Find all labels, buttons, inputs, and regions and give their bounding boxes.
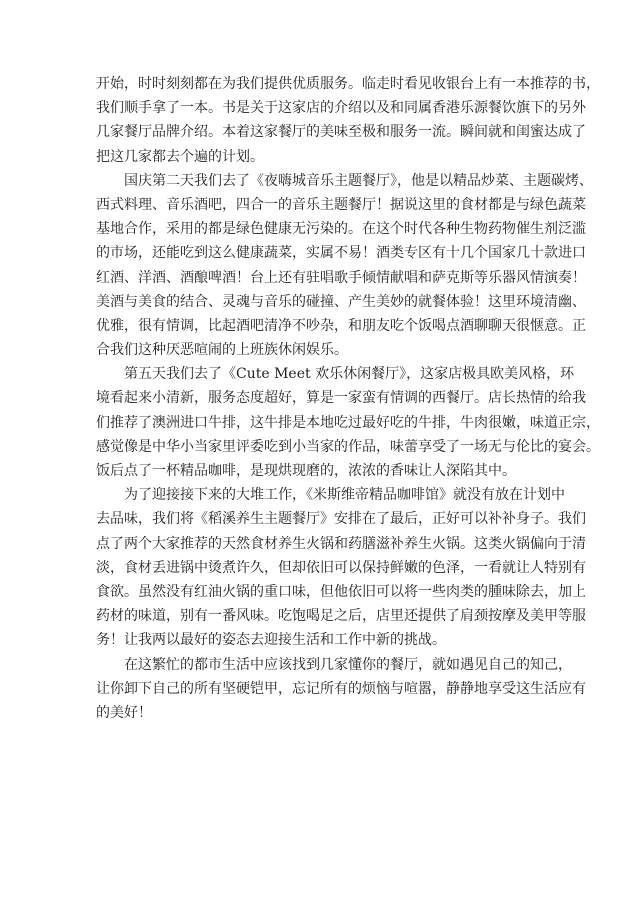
paragraph-4 bbox=[96, 483, 586, 652]
text-line: 去品味，我们将《稻溪养生主题餐厅》安排在了最后，正好可以补补身子。我们 bbox=[96, 511, 586, 528]
text-line: 国庆第二天我们去了《夜嗨城音乐主题餐厅》，他是以精品炒菜、主题碳烤、 bbox=[124, 172, 593, 189]
text-line: 西式料理、音乐酒吧，四合一的音乐主题餐厅！据说这里的食材都是与绿色蔬菜 bbox=[96, 196, 586, 213]
text-line: 在这繁忙的都市生活中应该找到几家懂你的餐厅，就如遇见自己的知己， bbox=[124, 656, 572, 673]
text-line: 的市场，还能吃到这么健康蔬菜，实属不易！酒类专区有十几个国家几十款进口 bbox=[96, 245, 586, 262]
text-line: 们推荐了澳洲进口牛排，这牛排是本地吃过最好吃的牛排，牛肉很嫩，味道正宗， bbox=[96, 414, 600, 431]
text-line: 把这几家都去个遍的计划。 bbox=[96, 148, 264, 165]
paragraph-5 bbox=[96, 653, 586, 726]
text-line: 务！让我两以最好的姿态去迎接生活和工作中新的挑战。 bbox=[96, 632, 446, 649]
paragraph-1 bbox=[96, 72, 600, 169]
document-page bbox=[96, 72, 600, 725]
text-line: 感觉像是中华小当家里评委吃到小当家的作品，味蕾享受了一场无与伦比的宴会。 bbox=[96, 438, 600, 455]
text-line: 淡，食材丢进锅中烫煮许久，但却依旧可以保持鲜嫩的色泽，一看就让人特别有 bbox=[96, 559, 586, 576]
text-line: 药材的味道，别有一番风味。吃饱喝足之后，店里还提供了肩颈按摩及美甲等服 bbox=[96, 608, 586, 625]
text-line: 点了两个大家推荐的天然食材养生火锅和药膳滋补养生火锅。这类火锅偏向于清 bbox=[96, 535, 586, 552]
text-line: 基地合作，采用的都是绿色健康无污染的。在这个时代各种生物药物催生剂泛滥 bbox=[96, 221, 586, 238]
text-line: 为了迎接接下来的大堆工作，《米斯维帝精品咖啡馆》就没有放在计划中 bbox=[124, 487, 565, 504]
text-line: 境看起来小清新，服务态度超好，算是一家蛮有情调的西餐厅。店长热情的给我 bbox=[96, 390, 586, 407]
text-line: 几家餐厅品牌介绍。本着这家餐厅的美味至极和服务一流。瞬间就和闺蜜达成了 bbox=[96, 124, 586, 141]
text-line: 合我们这种厌恶喧闹的上班族休闲娱乐。 bbox=[96, 342, 348, 359]
paragraph-3 bbox=[96, 362, 600, 483]
text-line: 饭后点了一杯精品咖啡，是现烘现磨的，浓浓的香味让人深陷其中。 bbox=[96, 463, 516, 479]
text-line: 开始，时时刻刻都在为我们提供优质服务。临走时看见收银台上有一本推荐的书， bbox=[96, 76, 600, 92]
text-line: 让你卸下自己的所有坚硬铠甲，忘记所有的烦恼与喧嚣，静静地享受这生活应有 bbox=[96, 680, 586, 697]
text-line: 我们顺手拿了一本。书是关于这家店的介绍以及和同属香港乐源餐饮旗下的另外 bbox=[96, 100, 586, 117]
paragraph-2 bbox=[96, 169, 593, 363]
text-line: 的美好！ bbox=[96, 704, 152, 721]
text-line: 红酒、洋酒、酒酿啤酒！台上还有驻唱歌手倾情献唱和萨克斯等乐器风情演奏！ bbox=[96, 269, 586, 286]
text-line: 食欲。虽然没有红油火锅的重口味，但他依旧可以将一些肉类的腫味除去，加上 bbox=[96, 583, 586, 600]
text-line: 美酒与美食的结合、灵魂与音乐的碰撞、产生美妙的就餐体验！这里环境清幽、 bbox=[96, 293, 586, 310]
text-line: 优雅，很有情调，比起酒吧清净不吵杂，和朋友吃个饭喝点酒聊聊天很惬意。正 bbox=[96, 317, 586, 334]
text-line: 第五天我们去了《Cute Meet 欢乐休闲餐厅》，这家店极具欧美风格，环 bbox=[124, 366, 575, 383]
